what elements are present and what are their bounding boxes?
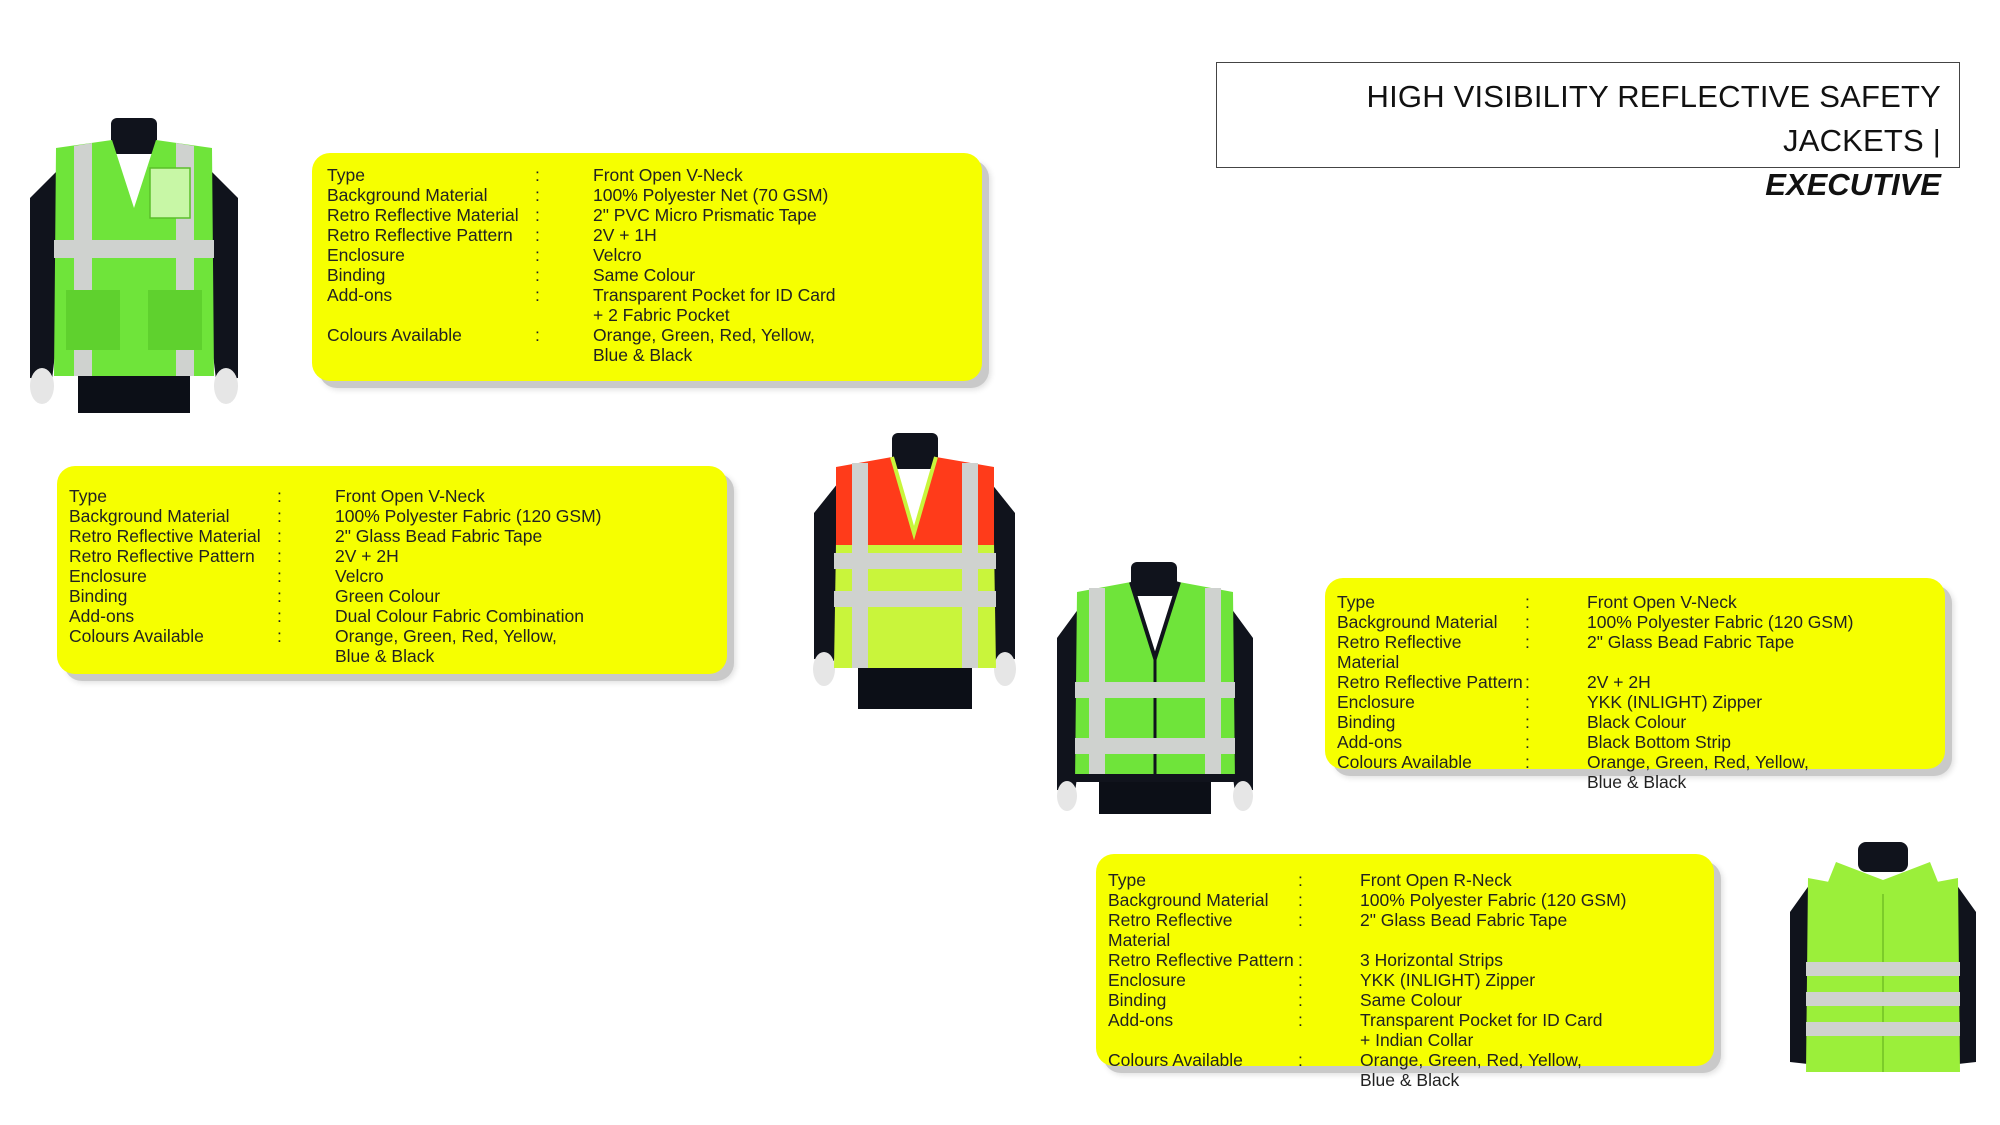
spec-row: [1108, 870, 1698, 890]
spec-colon: :: [1525, 712, 1530, 732]
spec-colon: :: [277, 626, 282, 646]
spec-row: [1108, 950, 1698, 970]
vest-image-3: [1055, 562, 1255, 814]
spec-value-line: 2" PVC Micro Prismatic Tape: [593, 205, 817, 225]
spec-value: [593, 325, 966, 365]
spec-value-continuation: Blue & Black: [335, 646, 435, 666]
spec-label: Background Material: [327, 185, 488, 205]
spec-colon: :: [1298, 950, 1303, 970]
spec-label: Retro Reflective Material: [69, 526, 261, 546]
spec-colon: :: [1525, 632, 1530, 652]
spec-list-2: [69, 486, 711, 666]
spec-row: [1337, 592, 1929, 612]
spec-label: Background Material: [1337, 612, 1498, 632]
spec-label: Retro Reflective Pattern: [327, 225, 513, 245]
spec-value: [1587, 632, 1929, 672]
spec-value-line: Orange, Green, Red, Yellow,: [1587, 752, 1809, 772]
spec-colon: :: [1525, 752, 1530, 772]
spec-row: [327, 185, 966, 205]
spec-colon: :: [277, 546, 282, 566]
spec-colon: :: [277, 486, 282, 506]
spec-row: [1108, 970, 1698, 990]
spec-label: Enclosure: [1108, 970, 1186, 990]
spec-colon: :: [535, 225, 540, 245]
spec-value: [1360, 870, 1698, 890]
spec-value-line: 2V + 2H: [1587, 672, 1651, 692]
spec-value: [1360, 1010, 1698, 1050]
spec-value-line: 100% Polyester Fabric (120 GSM): [1587, 612, 1854, 632]
spec-value-line: Orange, Green, Red, Yellow,: [593, 325, 815, 345]
spec-value: [335, 626, 711, 666]
spec-colon: :: [1525, 692, 1530, 712]
spec-value-line: Green Colour: [335, 586, 441, 606]
spec-value: [1587, 732, 1929, 752]
spec-colon: :: [277, 586, 282, 606]
spec-value-line: 3 Horizontal Strips: [1360, 950, 1503, 970]
spec-label: Enclosure: [327, 245, 405, 265]
spec-label: Binding: [1108, 990, 1167, 1010]
spec-value-line: Same Colour: [593, 265, 696, 285]
spec-value-continuation: + Indian Collar: [1360, 1030, 1474, 1050]
spec-row: [1337, 612, 1929, 632]
spec-value: [335, 506, 711, 526]
spec-card-4: [1096, 854, 1714, 1090]
spec-value-line: Transparent Pocket for ID Card: [593, 285, 836, 305]
spec-row: [69, 486, 711, 506]
spec-row: [1108, 990, 1698, 1010]
spec-value-line: Transparent Pocket for ID Card: [1360, 1010, 1603, 1030]
spec-label: Type: [327, 165, 365, 185]
spec-colon: :: [1298, 970, 1303, 990]
spec-value: [1587, 672, 1929, 692]
spec-label: Binding: [1337, 712, 1396, 732]
spec-value: [335, 486, 711, 506]
spec-value: [1587, 752, 1929, 792]
spec-label: Binding: [327, 265, 386, 285]
spec-value-line: Dual Colour Fabric Combination: [335, 606, 584, 626]
spec-value-line: Front Open V-Neck: [593, 165, 743, 185]
spec-value-line: Front Open V-Neck: [1587, 592, 1737, 612]
spec-label: Background Material: [69, 506, 230, 526]
spec-colon: :: [277, 506, 282, 526]
spec-row: [69, 566, 711, 586]
spec-colon: :: [535, 165, 540, 185]
spec-value-line: Same Colour: [1360, 990, 1463, 1010]
spec-colon: :: [1298, 890, 1303, 910]
spec-value-line: Velcro: [593, 245, 642, 265]
spec-row: [69, 526, 711, 546]
spec-row: [1108, 910, 1698, 950]
spec-value: [593, 225, 966, 245]
spec-colon: :: [1298, 870, 1303, 890]
spec-colon: :: [1525, 612, 1530, 632]
spec-value-line: Velcro: [335, 566, 384, 586]
spec-label: Retro Reflective Material: [327, 205, 519, 225]
spec-colon: :: [277, 526, 282, 546]
spec-label: Add-ons: [327, 285, 393, 305]
spec-label: Enclosure: [1337, 692, 1415, 712]
spec-row: [327, 245, 966, 265]
spec-row: [69, 606, 711, 626]
spec-colon: :: [1298, 910, 1303, 930]
spec-value-line: Orange, Green, Red, Yellow,: [335, 626, 557, 646]
spec-value-line: 2V + 2H: [335, 546, 399, 566]
spec-colon: :: [535, 185, 540, 205]
spec-row: [1337, 632, 1929, 672]
spec-value: [1587, 692, 1929, 712]
spec-value: [593, 265, 966, 285]
spec-value-continuation: Blue & Black: [1360, 1070, 1460, 1090]
spec-row: [1108, 1010, 1698, 1050]
spec-label: Colours Available: [1108, 1050, 1243, 1070]
spec-value-line: Black Colour: [1587, 712, 1687, 732]
vest-image-4: [1788, 842, 1978, 1078]
spec-card-2: [57, 466, 727, 674]
spec-value-line: 100% Polyester Fabric (120 GSM): [335, 506, 602, 526]
spec-value: [1360, 990, 1698, 1010]
spec-value: [335, 606, 711, 626]
spec-value: [1587, 712, 1929, 732]
spec-colon: :: [535, 285, 540, 305]
spec-row: [69, 506, 711, 526]
page-subtitle: EXECUTIVE: [1765, 167, 1941, 202]
spec-value: [1360, 890, 1698, 910]
spec-list-3: [1337, 592, 1929, 792]
spec-value-line: 2" Glass Bead Fabric Tape: [335, 526, 543, 546]
spec-row: [327, 325, 966, 365]
spec-row: [1337, 712, 1929, 732]
spec-label: Retro Reflective Pattern: [1337, 672, 1523, 692]
spec-row: [327, 205, 966, 225]
spec-value-line: 100% Polyester Net (70 GSM): [593, 185, 829, 205]
spec-row: [1337, 692, 1929, 712]
spec-colon: :: [1525, 732, 1530, 752]
spec-colon: :: [277, 606, 282, 626]
spec-value: [593, 285, 966, 325]
spec-label: Binding: [69, 586, 128, 606]
spec-value: [1360, 970, 1698, 990]
spec-label: Type: [1337, 592, 1375, 612]
spec-value: [1587, 612, 1929, 632]
spec-row: [1337, 752, 1929, 792]
spec-label: Type: [1108, 870, 1146, 890]
spec-value: [593, 245, 966, 265]
spec-row: [327, 285, 966, 325]
spec-colon: :: [277, 566, 282, 586]
spec-colon: :: [535, 205, 540, 225]
spec-list-4: [1108, 870, 1698, 1090]
spec-value-continuation: Blue & Black: [593, 345, 693, 365]
spec-value-line: Orange, Green, Red, Yellow,: [1360, 1050, 1582, 1070]
spec-label: Colours Available: [1337, 752, 1472, 772]
spec-label: Retro Reflective Pattern: [69, 546, 255, 566]
spec-label: Add-ons: [69, 606, 135, 626]
vest-image-1: [26, 118, 242, 413]
spec-value-line: YKK (INLIGHT) Zipper: [1587, 692, 1763, 712]
spec-card-3: [1325, 578, 1945, 792]
spec-colon: :: [535, 245, 540, 265]
spec-colon: :: [535, 265, 540, 285]
spec-value-line: 2" Glass Bead Fabric Tape: [1587, 632, 1795, 652]
spec-label: Retro Reflective Material: [1108, 910, 1233, 950]
spec-label: Background Material: [1108, 890, 1269, 910]
page-title: HIGH VISIBILITY REFLECTIVE SAFETY JACKETS |: [1366, 79, 1941, 158]
spec-value-line: Front Open R-Neck: [1360, 870, 1512, 890]
spec-label: Enclosure: [69, 566, 147, 586]
spec-value: [335, 566, 711, 586]
page-title-box: [1216, 62, 1960, 202]
spec-label: Colours Available: [327, 325, 462, 345]
spec-value: [335, 526, 711, 546]
spec-row: [1108, 890, 1698, 910]
spec-value-line: Front Open V-Neck: [335, 486, 485, 506]
spec-colon: :: [1525, 592, 1530, 612]
spec-row: [327, 225, 966, 245]
spec-colon: :: [1525, 672, 1530, 692]
spec-label: Add-ons: [1108, 1010, 1174, 1030]
spec-row: [1108, 1050, 1698, 1090]
spec-value: [335, 546, 711, 566]
vest-image-2: [812, 433, 1017, 709]
spec-row: [69, 626, 711, 666]
spec-value: [1360, 950, 1698, 970]
spec-row: [327, 265, 966, 285]
spec-value-line: 2V + 1H: [593, 225, 657, 245]
spec-value: [1587, 592, 1929, 612]
spec-row: [1337, 732, 1929, 752]
spec-value: [1360, 910, 1698, 950]
spec-value-line: 100% Polyester Fabric (120 GSM): [1360, 890, 1627, 910]
spec-colon: :: [535, 325, 540, 345]
spec-value: [593, 185, 966, 205]
spec-value: [593, 165, 966, 185]
spec-value-continuation: Blue & Black: [1587, 772, 1687, 792]
spec-row: [327, 165, 966, 185]
spec-label: Retro Reflective Pattern: [1108, 950, 1294, 970]
spec-label: Type: [69, 486, 107, 506]
spec-value: [1360, 1050, 1698, 1090]
spec-value-continuation: + 2 Fabric Pocket: [593, 305, 730, 325]
spec-card-1: [312, 153, 982, 381]
spec-colon: :: [1298, 1010, 1303, 1030]
spec-value: [335, 586, 711, 606]
spec-list-1: [327, 165, 966, 365]
spec-value-line: YKK (INLIGHT) Zipper: [1360, 970, 1536, 990]
spec-label: Retro Reflective Material: [1337, 632, 1462, 672]
spec-label: Add-ons: [1337, 732, 1403, 752]
spec-value-line: 2" Glass Bead Fabric Tape: [1360, 910, 1568, 930]
spec-label: Colours Available: [69, 626, 204, 646]
spec-row: [69, 546, 711, 566]
spec-row: [1337, 672, 1929, 692]
spec-value: [593, 205, 966, 225]
spec-row: [69, 586, 711, 606]
spec-value-line: Black Bottom Strip: [1587, 732, 1731, 752]
spec-colon: :: [1298, 990, 1303, 1010]
spec-colon: :: [1298, 1050, 1303, 1070]
